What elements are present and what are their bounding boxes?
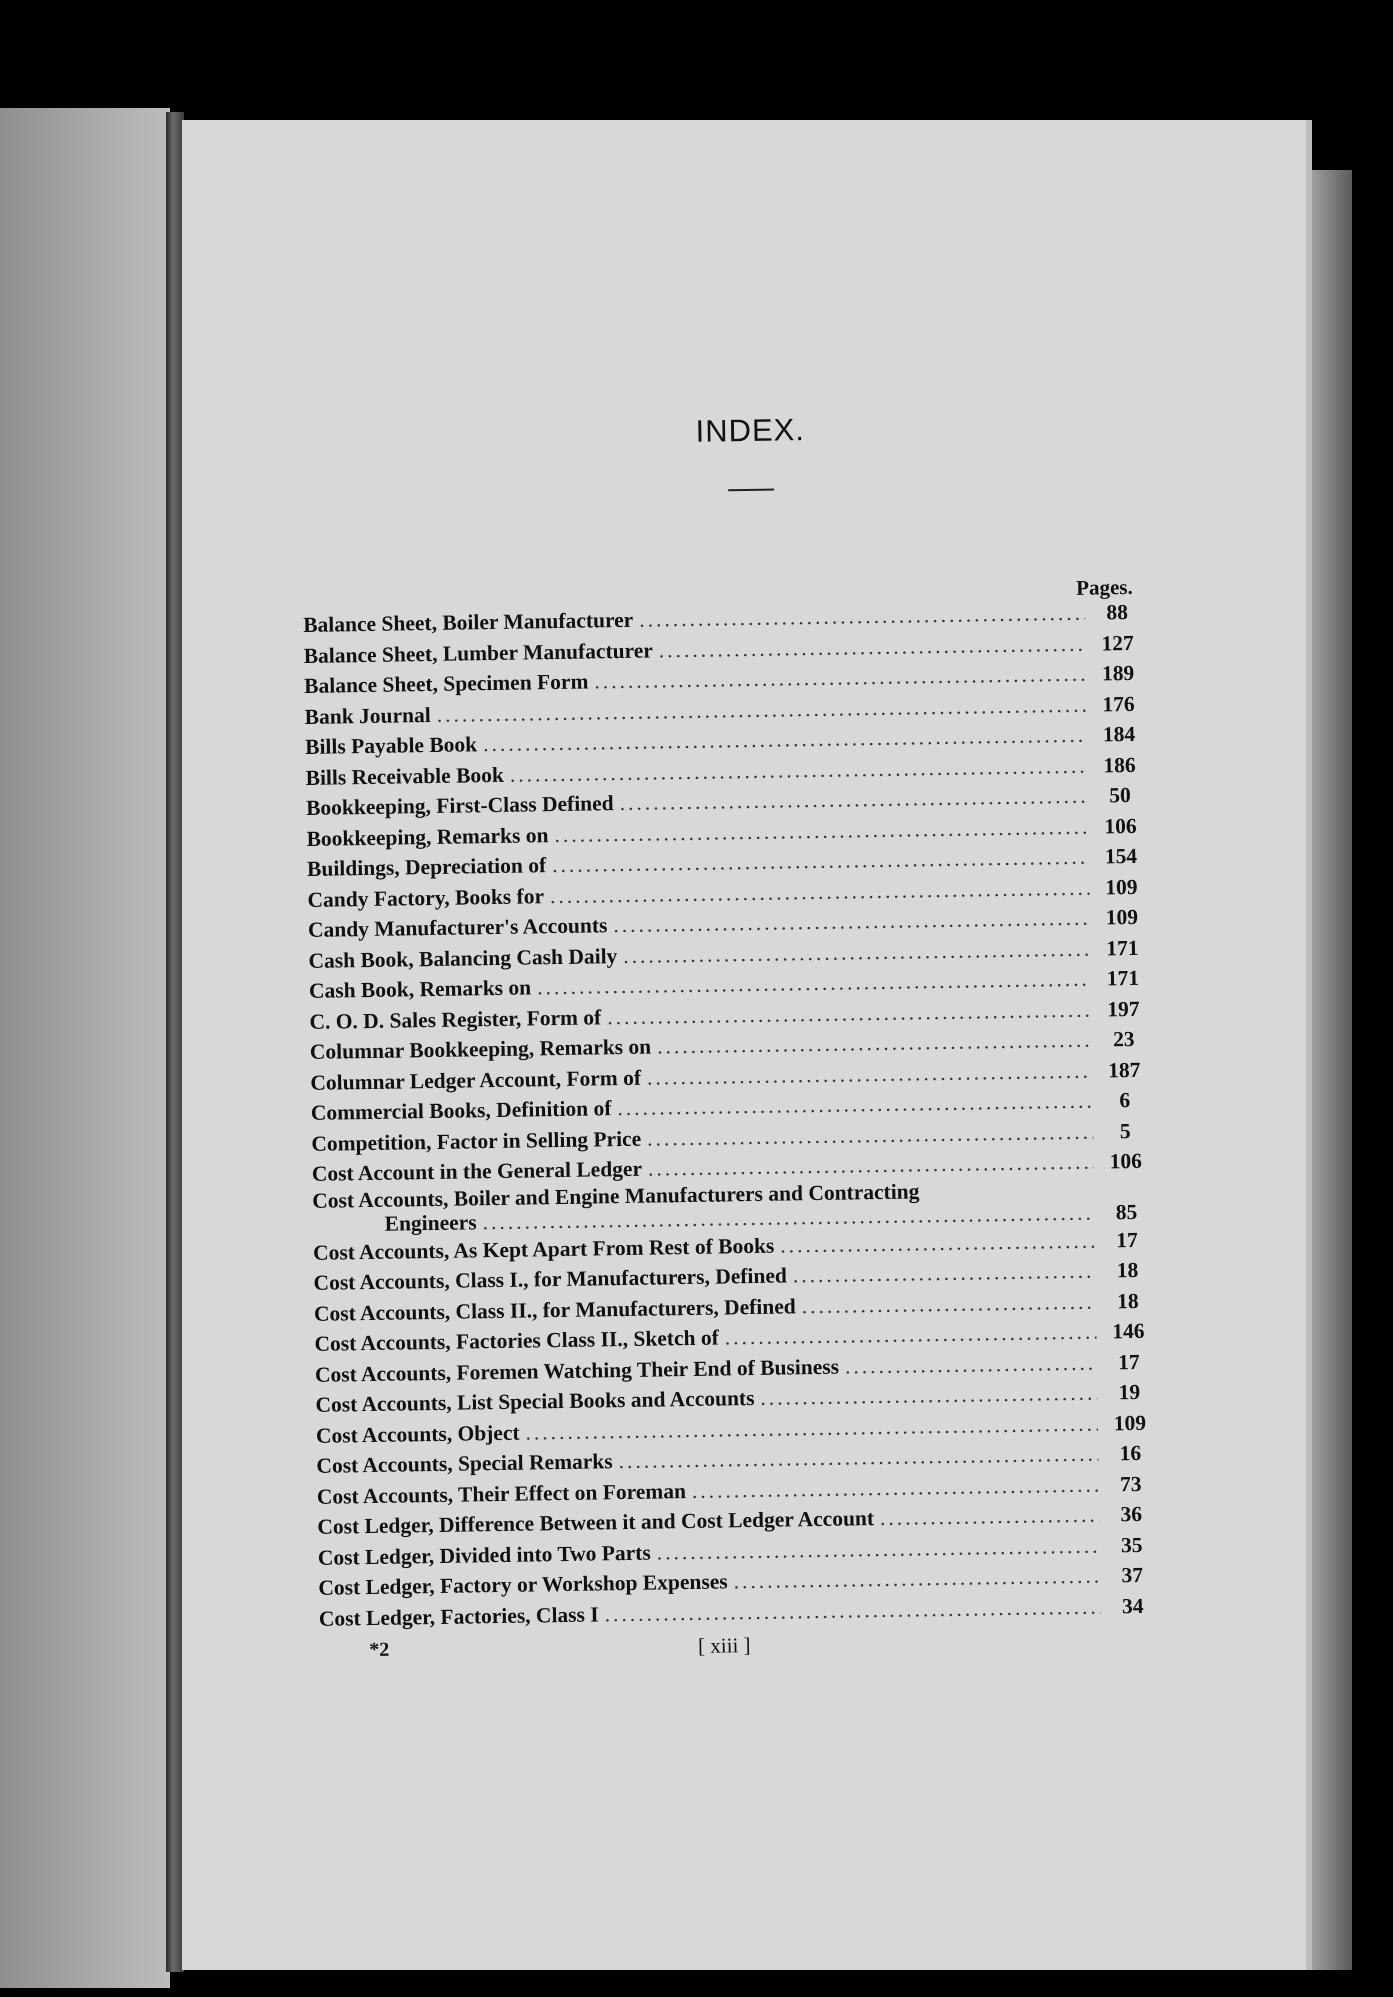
entry-text: Balance Sheet, Specimen Form [303,669,589,698]
dot-leader [780,1225,1095,1260]
entry-text: Cost Ledger, Divided into Two Parts [317,1540,651,1570]
right-page-edge [1312,170,1352,1970]
entry-text: Cost Accounts, Boiler and Engine Manufacturers and Contracting [312,1178,920,1213]
entry-text: Cost Accounts, Object [315,1420,520,1448]
pages-column-header: Pages. [1075,574,1133,600]
entry-text: Bookkeeping, Remarks on [306,822,549,851]
entry-page-number: 50 [1109,782,1131,808]
dot-leader [880,1500,1100,1534]
entry-page-number: 197 [1107,996,1140,1021]
entry-text: Commercial Books, Definition of [310,1096,612,1125]
index-content [300,407,1159,1665]
entry-page-number: 184 [1102,721,1136,747]
entry-page-number: 18 [1116,1288,1139,1313]
entry-page-number: 6 [1119,1088,1131,1113]
entry-page-number: 88 [1106,600,1129,625]
signature-mark: *2 [369,1638,390,1662]
entry-text: Cash Book, Balancing Cash Daily [308,943,618,973]
entry-text: Cost Accounts, Foremen Watching Their End of Business [314,1354,840,1387]
page-title: INDEX. [695,412,806,449]
entry-page-number: 34 [1121,1593,1144,1618]
entry-text: Buildings, Depreciation of [306,853,547,881]
entry-page-number: 18 [1116,1257,1139,1283]
entry-page-number: 35 [1120,1532,1143,1557]
entry-text: Bills Payable Book [304,732,478,759]
entry-text: Cost Ledger, Factory or Workshop Expenses [318,1569,728,1600]
entry-text: Cost Accounts, Class I., for Manufacturers, Defined [313,1263,788,1295]
entry-page-number: 106 [1109,1148,1143,1174]
entry-page-number: 127 [1101,630,1134,655]
entry-page-number: 73 [1119,1471,1142,1496]
entry-text-continued: Engineers [384,1209,477,1236]
entry-page-number: 19 [1118,1379,1141,1405]
entry-text: Cost Accounts, Their Effect on Foreman [316,1478,687,1509]
entry-text: Competition, Factor in Selling Price [311,1126,642,1156]
entry-text: Candy Factory, Books for [307,883,545,912]
entry-text: Columnar Bookkeeping, Remarks on [309,1034,652,1064]
entry-text: Cost Accounts, Class II., for Manufacturers, Defined [313,1293,796,1326]
entry-page-number: 85 [1115,1199,1138,1224]
index-entries [303,597,1159,1634]
entry-page-number: 16 [1119,1440,1142,1466]
entry-page-number: 176 [1102,691,1135,716]
entry-text: Cost Ledger, Difference Between it and Cost Ledger Account [317,1506,875,1539]
dot-leader [845,1347,1097,1381]
left-page-edge [0,108,170,1988]
entry-text: Cost Accounts, List Special Books and Accounts [315,1385,755,1417]
entry-page-number: 106 [1104,813,1137,838]
entry-page-number: 17 [1117,1349,1140,1374]
entry-page-number: 186 [1103,752,1136,777]
entry-text: Cost Ledger, Factories, Class I [318,1601,599,1631]
entry-text: Candy Manufacturer's Accounts [307,913,608,942]
folio-number: [ xiii ] [697,1633,751,1658]
entry-page-number: 23 [1112,1026,1135,1052]
dot-leader [801,1286,1096,1321]
entry-text: Cash Book, Remarks on [308,975,532,1003]
entry-text: Cost Accounts, Factories Class II., Sketch of [314,1325,719,1356]
entry-page-number: 154 [1104,843,1138,869]
entry-text: Bank Journal [304,702,431,729]
entry-page-number: 36 [1120,1501,1143,1527]
dot-leader [793,1256,1096,1291]
entry-page-number: 146 [1112,1318,1145,1344]
entry-text: Bills Receivable Book [305,762,505,790]
entry-page-number: 171 [1106,935,1139,960]
entry-page-number: 17 [1116,1227,1138,1252]
entry-page-number: 171 [1106,965,1140,991]
dot-leader [604,1591,1101,1629]
entry-text: Balance Sheet, Boiler Manufacturer [303,607,634,637]
entry-text: Bookkeeping, First-Class Defined [305,791,614,820]
entry-text: Columnar Ledger Account, Form of [310,1065,642,1095]
entry-text: Balance Sheet, Lumber Manufacturer [303,637,654,668]
entry-page-number: 109 [1105,874,1138,899]
entry-page-number: 109 [1113,1410,1147,1435]
entry-page-number: 189 [1101,660,1135,686]
entry-page-number: 5 [1119,1118,1131,1143]
entry-text: Cost Accounts, As Kept Apart From Rest of Books [312,1233,775,1265]
entry-page-number: 37 [1121,1562,1144,1588]
entry-text: Cost Accounts, Special Remarks [316,1449,613,1478]
entry-page-number: 187 [1107,1057,1141,1082]
entry-page-number: 109 [1105,904,1139,930]
entry-text: C. O. D. Sales Register, Form of [309,1004,602,1034]
entry-text: Cost Account in the General Ledger [311,1156,643,1186]
title-rule [728,489,774,492]
